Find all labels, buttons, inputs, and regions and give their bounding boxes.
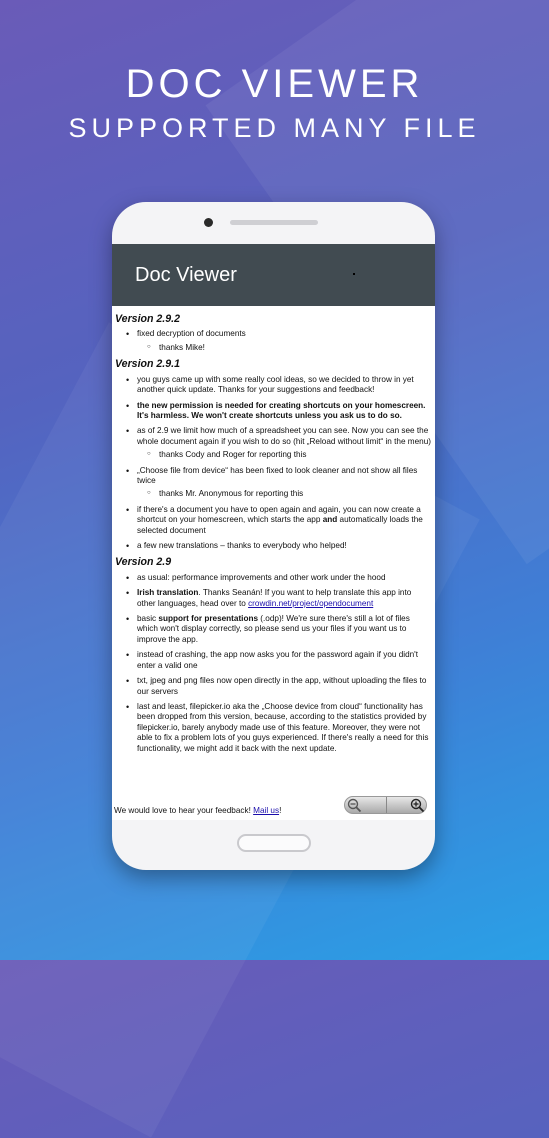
list-item: [137, 329, 432, 353]
bold-text: support for presentations: [158, 614, 259, 624]
list-item-text: (.odp)! We're sure there's still a lot of files which won't display correctly, so please send us your files if you want us to improve the app.: [137, 614, 410, 644]
sub-list-item: ○ thanks Cody and Roger for reporting this: [159, 450, 432, 460]
changelog-content[interactable]: [112, 306, 435, 820]
list-item: • txt, jpeg and png files now open directly in the app, without uploading the files to our servers: [137, 676, 432, 697]
list-item: [137, 588, 432, 609]
list-item-text: „Choose file from device“ has been fixed to look cleaner and not show all files twice: [137, 465, 418, 485]
list-item-text: basic: [137, 614, 159, 624]
list-item-text: . Thanks Seanán! If you want to help translate this app into other languages, head over to: [137, 588, 412, 608]
list-item-text: automatically loads the selected document: [137, 515, 423, 535]
promo-subtitle: SUPPORTED MANY FILE: [68, 113, 481, 143]
list-item: • last and least, filepicker.io aka the „Choose device from cloud“ functionality has been dropped from this version, because, according to the statistics provided by filepicker.io, barely anybody made use of this feature. Moreover, they were not able to fix a problem lots of you guys experienced. If there's really a need for this functionality, we might add it back with the next update.: [137, 702, 432, 754]
bold-text: the new permission is needed for creating shortcuts on your homescreen. It's harmless. We won't create shortcuts unless you ask us to do so.: [137, 400, 426, 420]
zoom-out-button[interactable]: [345, 797, 386, 813]
promo-title: DOC VIEWER: [125, 62, 424, 106]
list-item-text: as of 2.9 we limit how much of a spreadsheet you can see. Now you can see the whole document again if you wish to do so (hit „Reload without limit“ in the menu): [137, 426, 431, 446]
bold-text: Irish translation: [137, 588, 199, 598]
feedback-footer: [114, 806, 281, 816]
home-button[interactable]: [237, 834, 311, 852]
list-item: [137, 505, 432, 536]
list-item: [137, 614, 432, 645]
list-item: • you guys came up with some really cool ideas, so we decided to throw in yet another quick update. Thanks for your suggestions and feedback!: [137, 375, 432, 396]
zoom-out-icon: [347, 798, 362, 813]
version-heading: Version 2.9.2: [115, 313, 180, 325]
camera-icon: [204, 218, 213, 227]
list-item: [137, 426, 432, 460]
zoom-in-icon: [410, 798, 425, 813]
speaker-grille: [230, 220, 318, 225]
app-title: Doc Viewer: [135, 264, 237, 286]
sub-list-item: ○ thanks Mr. Anonymous for reporting this: [159, 489, 432, 499]
app-bar-dot: [353, 273, 355, 275]
list-item: [137, 401, 432, 422]
version-heading: Version 2.9: [115, 556, 172, 569]
footer-text: We would love to hear your feedback!: [114, 806, 254, 815]
list-item: [137, 466, 432, 500]
app-bar: [112, 244, 435, 306]
list-item-text: if there's a document you have to open again and again, you can now create a shortcut on your homescreen, which starts the app: [137, 504, 421, 525]
sub-list-item: ○ thanks Mike!: [159, 343, 432, 353]
version-heading: Version 2.9.1: [115, 358, 180, 371]
crowdin-link[interactable]: crowdin.net/project/opendocument: [248, 598, 374, 608]
list-item: • a few new translations – thanks to everybody who helped!: [137, 541, 432, 551]
list-item: • as usual: performance improvements and other work under the hood: [137, 573, 432, 583]
list-item: • instead of crashing, the app now asks you for the password again if you didn't enter a valid one: [137, 650, 432, 671]
list-item-text: fixed decryption of documents: [137, 329, 246, 339]
phone-frame: [112, 202, 435, 870]
footer-text: !: [279, 806, 282, 815]
mail-us-link[interactable]: Mail us: [253, 806, 280, 815]
zoom-control: [344, 796, 427, 814]
bold-text: and: [322, 515, 338, 525]
phone-screen: [112, 244, 435, 820]
zoom-in-button[interactable]: [386, 797, 427, 813]
